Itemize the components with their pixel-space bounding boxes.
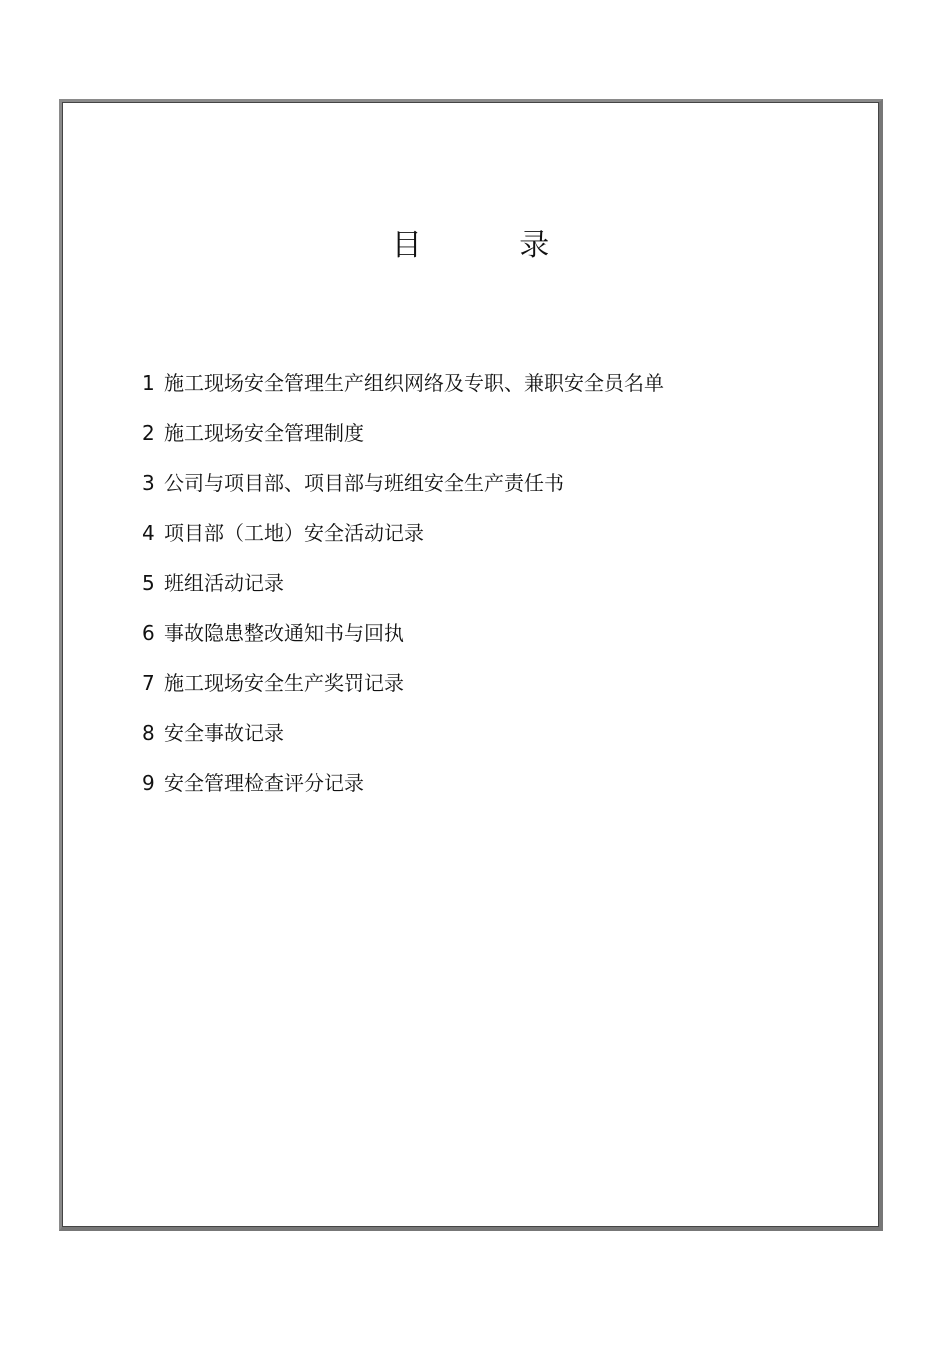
toc-item-text: 安全事故记录 xyxy=(164,721,284,745)
toc-item-6[interactable] xyxy=(142,618,664,668)
toc-item-text: 班组活动记录 xyxy=(164,571,284,595)
toc-item-number: 4 xyxy=(142,521,155,545)
toc-item-text: 施工现场安全管理制度 xyxy=(164,421,364,445)
toc-item-number: 1 xyxy=(142,371,155,395)
toc-item-number: 6 xyxy=(142,621,155,645)
toc-item-8[interactable] xyxy=(142,718,664,768)
toc-item-number: 8 xyxy=(142,721,155,745)
toc-item-text: 项目部（工地）安全活动记录 xyxy=(164,521,424,545)
toc-item-number: 3 xyxy=(142,471,155,495)
toc-item-2[interactable] xyxy=(142,418,664,468)
toc-item-text: 安全管理检查评分记录 xyxy=(164,771,364,795)
toc-item-3[interactable] xyxy=(142,468,664,518)
page-border-frame xyxy=(59,99,883,1231)
toc-item-4[interactable] xyxy=(142,518,664,568)
toc-item-5[interactable] xyxy=(142,568,664,618)
toc-item-text: 事故隐患整改通知书与回执 xyxy=(164,621,404,645)
toc-item-number: 9 xyxy=(142,771,155,795)
toc-item-text: 施工现场安全生产奖罚记录 xyxy=(164,671,404,695)
toc-item-number: 5 xyxy=(142,571,155,595)
toc-item-7[interactable] xyxy=(142,668,664,718)
toc-item-text: 公司与项目部、项目部与班组安全生产责任书 xyxy=(164,471,564,495)
toc-item-text: 施工现场安全管理生产组织网络及专职、兼职安全员名单 xyxy=(164,371,664,395)
toc-item-9[interactable] xyxy=(142,768,664,818)
table-of-contents xyxy=(142,368,664,818)
page-title: 目 录 xyxy=(391,228,594,263)
toc-item-1[interactable] xyxy=(142,368,664,418)
toc-item-number: 2 xyxy=(142,421,155,445)
toc-item-number: 7 xyxy=(142,671,155,695)
